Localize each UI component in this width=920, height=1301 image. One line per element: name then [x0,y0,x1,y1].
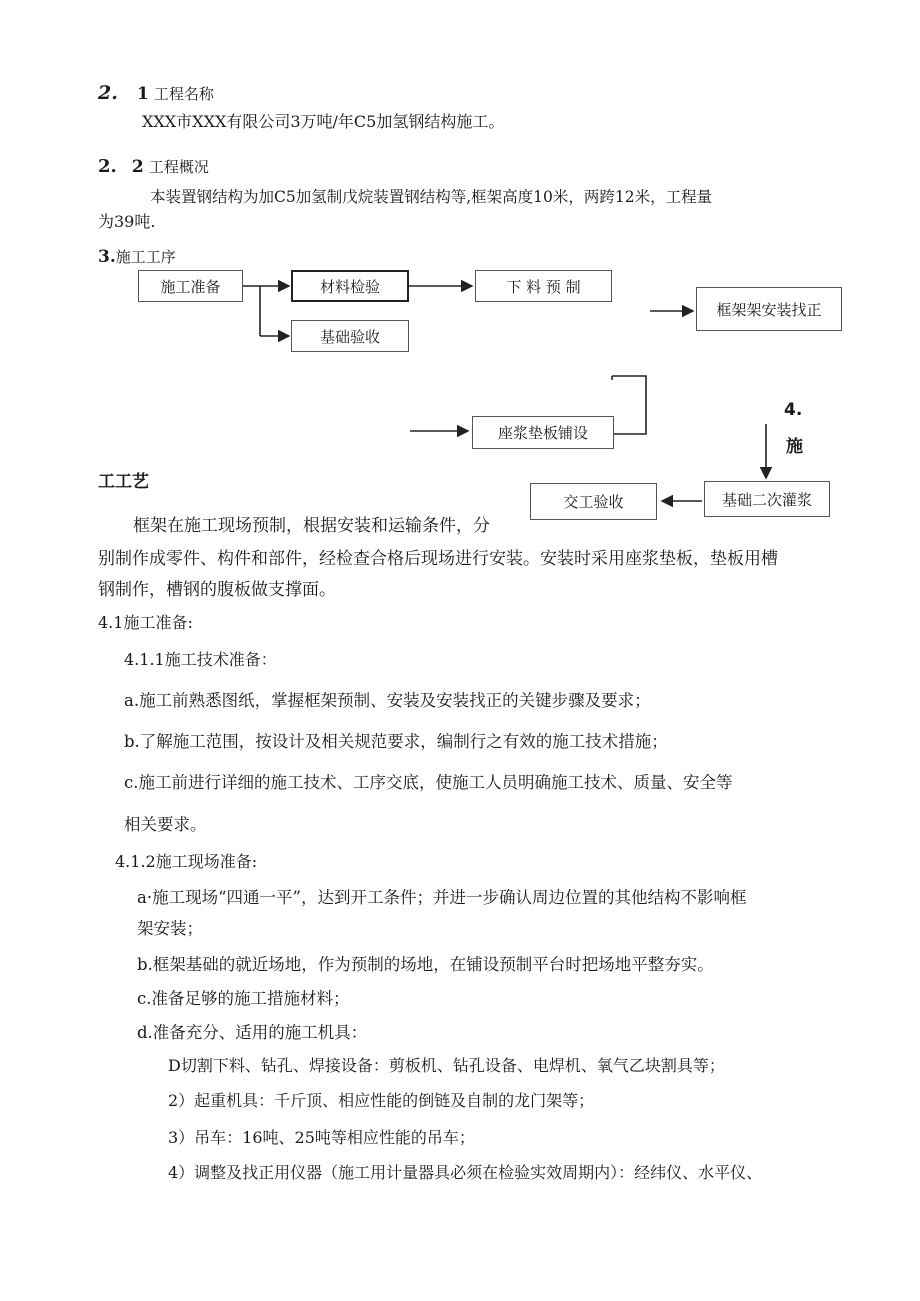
flow-box-prep: 施工准备 [138,270,243,302]
overview-line-2: 为39吨. [98,212,156,231]
equipment-item-2: 2）起重机具：千斤顶、相应性能的倒链及自制的龙门架等； [168,1091,595,1110]
heading-4-1-1: 4.1.1施工技术准备： [124,650,277,669]
equipment-item-3: 3）吊车：16吨、25吨等相应性能的吊车； [168,1128,475,1147]
item-b-tech: b.了解施工范围，按设计及相关规范要求，编制行之有效的施工技术措施； [124,732,668,751]
flow-box-grout-plate: 座浆垫板铺设 [472,416,614,449]
item-a-site-line-1: a·施工现场“四通一平”，达到开工条件；并进一步确认周边位置的其他结构不影响框 [137,888,747,907]
flow-box-material: 材料检验 [291,270,409,302]
item-c-site: c.准备足够的施工措施材料； [137,989,350,1008]
para-1-line-1: 框架在施工现场预制，根据安装和运输条件，分 [133,516,490,536]
equipment-item-4: 4）调整及找正用仪器（施工用计量器具必须在检验实效周期内）：经纬仪、水平仪、 [168,1163,763,1182]
heading-number: 3. [98,247,116,267]
heading-subnumber: 1 [136,84,149,104]
item-d-site: d.准备充分、适用的施工机具： [137,1023,368,1042]
heading-4-part2: 工工艺 [98,472,149,492]
heading-title: 工程概况 [148,158,209,176]
heading-4-number: 4. [784,400,803,420]
para-1-line-3: 钢制作，槽钢的腹板做支撑面。 [98,580,336,600]
flow-box-secondary-grout: 基础二次灌浆 [704,481,830,517]
overview-line-1: 本装置钢结构为加C5加氢制戊烷装置钢结构等,框架高度10米，两跨12米，工程量 [150,188,713,206]
heading-title: 施工工序 [115,248,176,266]
para-1-line-2: 别制作成零件、构件和部件，经检查合格后现场进行安装。安装时采用座浆垫板，垫板用槽 [98,549,778,569]
flow-box-handover: 交工验收 [530,483,657,520]
heading-title: 工程名称 [153,85,214,103]
item-a-site-line-2: 架安装； [137,919,203,938]
heading-number: 2. [98,82,118,104]
flow-box-frame-install: 框架架安装找正 [696,287,842,331]
project-name-text: XXX市XXX有限公司3万吨/年C5加氢钢结构施工。 [142,112,505,131]
heading-subnumber: 2 [131,157,144,177]
heading-4-part1: 施 [786,437,803,457]
item-c-tech-line-2: 相关要求。 [124,815,207,834]
heading-4-1-2: 4.1.2施工现场准备: [115,852,258,871]
item-a-tech: a.施工前熟悉图纸，掌握框架预制、安装及安装找正的关键步骤及要求； [124,691,651,710]
flow-box-foundation-check: 基础验收 [291,320,409,352]
equipment-item-1: D切割下料、钻孔、焊接设备：剪板机、钻孔设备、电焊机、氧气乙块割具等； [168,1056,725,1075]
item-b-site: b.框架基础的就近场地，作为预制的场地，在铺设预制平台时把场地平整夯实。 [137,955,714,974]
flow-box-cutting: 下 料 预 制 [475,270,612,302]
heading-number: 2. [98,156,117,177]
heading-4-1: 4.1施工准备: [98,613,193,632]
item-c-tech-line-1: c.施工前进行详细的施工技术、工序交底，使施工人员明确施工技术、质量、安全等 [124,773,733,792]
